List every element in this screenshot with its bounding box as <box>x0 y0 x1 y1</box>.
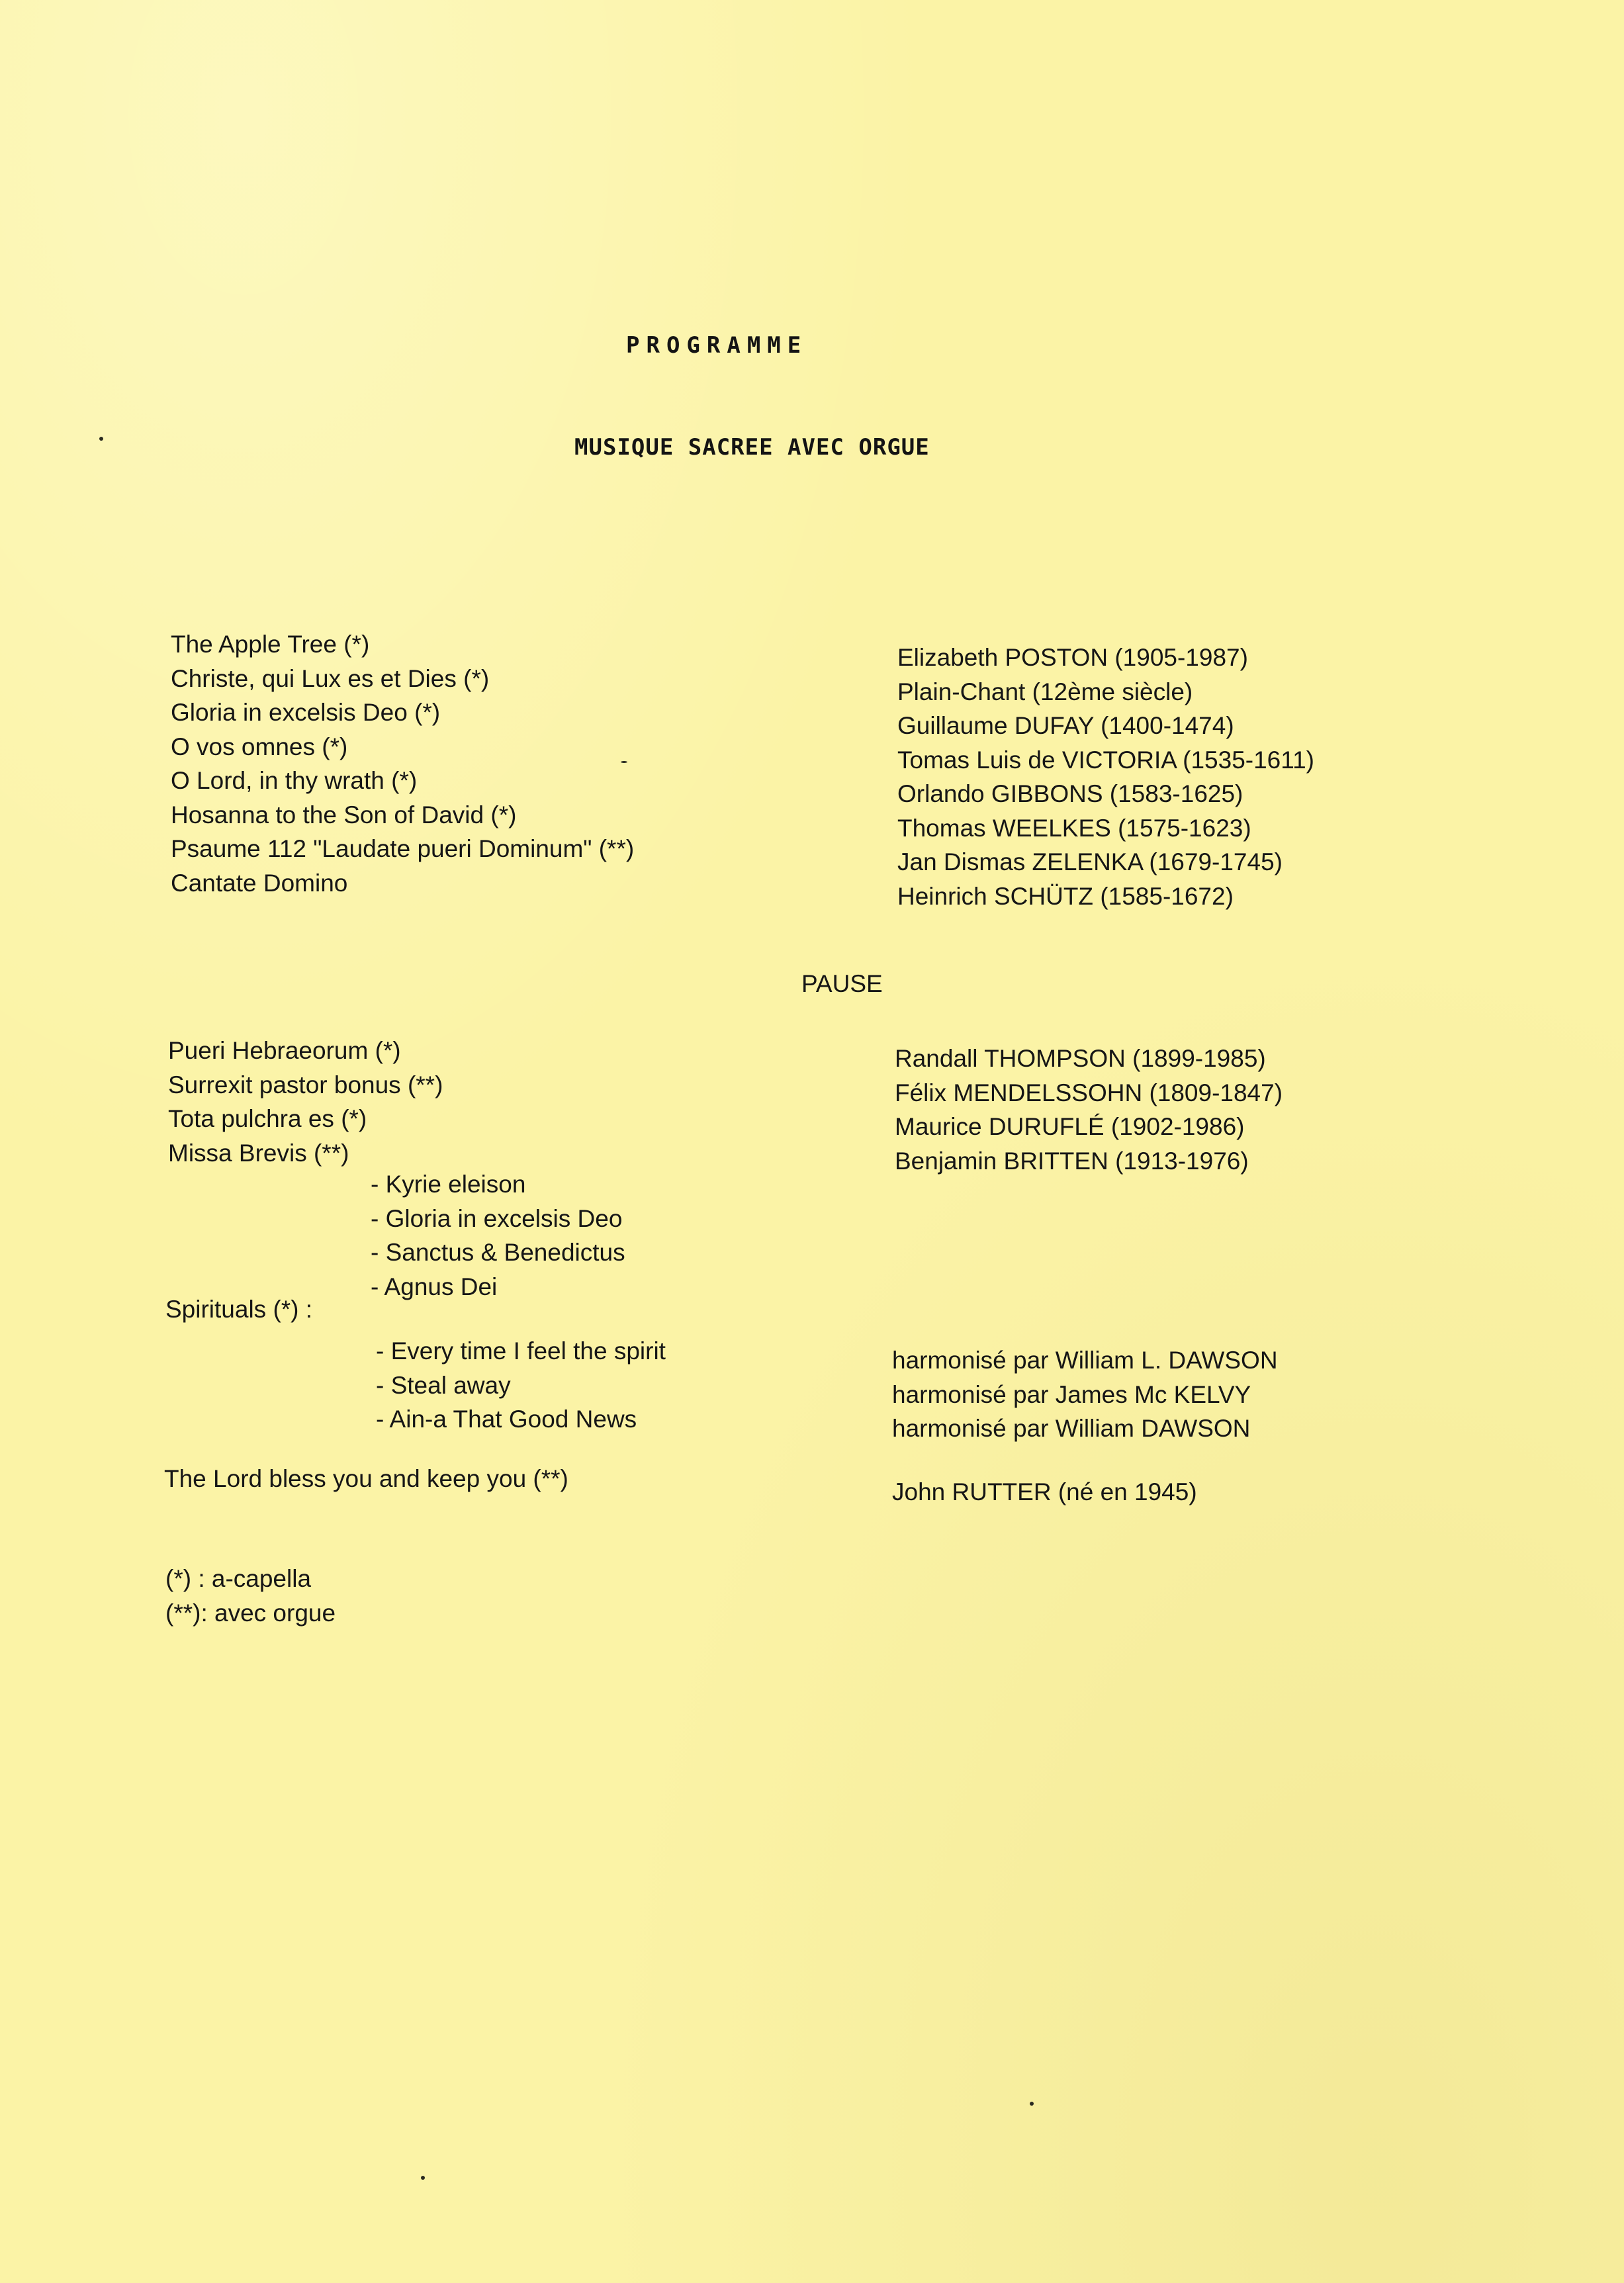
spirituals-songs <box>376 1334 666 1437</box>
part2-composers <box>895 1042 1283 1178</box>
work-title: O Lord, in thy wrath (*) <box>171 767 418 794</box>
arranger-credit: harmonisé par William DAWSON <box>892 1415 1251 1442</box>
finale-work: The Lord bless you and keep you (**) <box>164 1465 568 1492</box>
composer-name: Guillaume DUFAY (1400-1474) <box>897 712 1234 739</box>
work-title: Tota pulchra es (*) <box>168 1105 367 1132</box>
composer-name: Plain-Chant (12ème siècle) <box>897 678 1193 705</box>
work-title: The Apple Tree (*) <box>171 631 370 658</box>
paper-speck <box>99 437 103 441</box>
page-title: PROGRAMME <box>626 332 808 359</box>
work-title: Missa Brevis (**) <box>168 1139 349 1167</box>
composer-name: Félix MENDELSSOHN (1809-1847) <box>895 1079 1283 1106</box>
work-title: Hosanna to the Son of David (*) <box>171 801 517 828</box>
work-title: Psaume 112 "Laudate pueri Dominum" (**) <box>171 835 635 862</box>
composer-name: Randall THOMPSON (1899-1985) <box>895 1045 1266 1072</box>
spiritual-song: - Ain-a That Good News <box>376 1406 637 1433</box>
arranger-credit: harmonisé par William L. DAWSON <box>892 1347 1278 1374</box>
finale-composer: John RUTTER (né en 1945) <box>892 1478 1197 1505</box>
mass-movement: - Gloria in excelsis Deo <box>371 1204 623 1232</box>
work-title: Pueri Hebraeorum (*) <box>168 1037 401 1064</box>
work-title: Gloria in excelsis Deo (*) <box>171 699 441 726</box>
composer-name: Heinrich SCHÜTZ (1585-1672) <box>897 882 1234 910</box>
intermission-label: PAUSE <box>801 970 883 997</box>
composer-name: Elizabeth POSTON (1905-1987) <box>897 644 1248 671</box>
mass-movements <box>371 1167 625 1304</box>
mass-movement: - Sanctus & Benedictus <box>371 1239 625 1266</box>
spiritual-song: - Every time I feel the spirit <box>376 1337 666 1365</box>
mass-movement: - Kyrie eleison <box>371 1171 526 1198</box>
legend-organ: (**): avec orgue <box>165 1599 336 1627</box>
paper-speck <box>1030 2102 1034 2106</box>
legend-acapella: (*) : a-capella <box>165 1565 312 1592</box>
work-title: Surrexit pastor bonus (**) <box>168 1071 443 1098</box>
spirituals-arrangers <box>892 1343 1278 1446</box>
arranger-credit: harmonisé par James Mc KELVY <box>892 1380 1251 1408</box>
page-subtitle: MUSIQUE SACREE AVEC ORGUE <box>574 434 930 461</box>
part1-composers <box>897 641 1314 913</box>
composer-name: Jan Dismas ZELENKA (1679-1745) <box>897 848 1283 875</box>
spiritual-song: - Steal away <box>376 1371 511 1399</box>
work-title: Cantate Domino <box>171 869 348 897</box>
paper-speck <box>421 2176 425 2180</box>
part2-works <box>168 1034 443 1170</box>
composer-name: Maurice DURUFLÉ (1902-1986) <box>895 1113 1245 1140</box>
work-title: O vos omnes (*) <box>171 733 348 760</box>
work-title: Christe, qui Lux es et Dies (*) <box>171 664 490 692</box>
part1-works <box>171 627 634 900</box>
legend <box>165 1562 336 1630</box>
composer-name: Thomas WEELKES (1575-1623) <box>897 814 1251 842</box>
mass-movement: - Agnus Dei <box>371 1273 498 1300</box>
paper-speck <box>621 761 627 763</box>
composer-name: Tomas Luis de VICTORIA (1535-1611) <box>897 746 1314 774</box>
spirituals-label: Spirituals (*) : <box>165 1296 313 1323</box>
composer-name: Orlando GIBBONS (1583-1625) <box>897 780 1243 807</box>
composer-name: Benjamin BRITTEN (1913-1976) <box>895 1147 1249 1175</box>
